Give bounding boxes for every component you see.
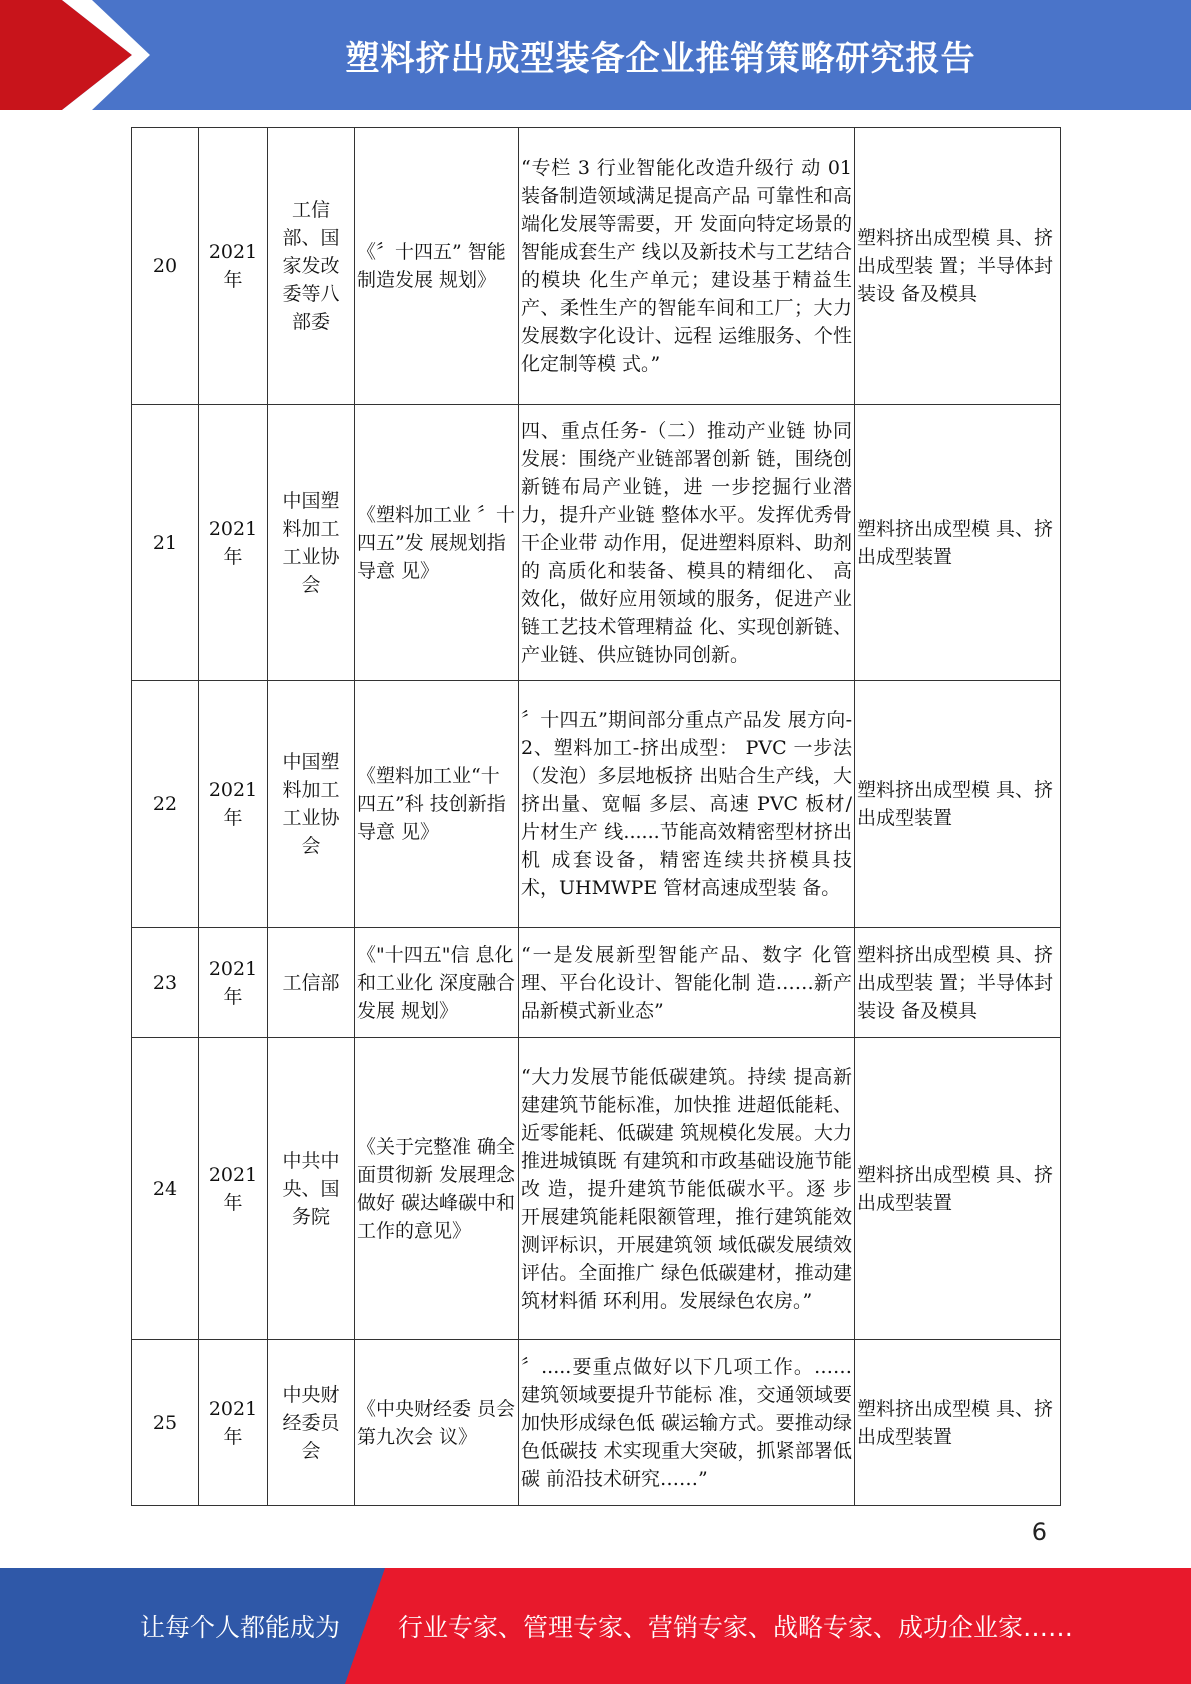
relevance-cell: 塑料挤出成型模 具、挤出成型装置 bbox=[855, 405, 1061, 681]
table-row bbox=[132, 681, 1061, 928]
issuer-cell: 中共中 央、国 务院 bbox=[268, 1038, 355, 1340]
year-cell: 2021 年 bbox=[199, 128, 268, 405]
row-number-cell: 25 bbox=[132, 1340, 199, 1506]
issuer-cell: 工信部 bbox=[268, 928, 355, 1038]
header-arrow-decoration bbox=[0, 0, 150, 110]
relevance-cell: 塑料挤出成型模 具、挤出成型装置 bbox=[855, 1038, 1061, 1340]
relevance-cell: 塑料挤出成型模 具、挤出成型装 置；半导体封装设 备及模具 bbox=[855, 128, 1061, 405]
content-cell: 〞.....要重点做好以下几项工作。……建筑领域要提升节能标 准，交通领域要加快形成绿色低 碳运输方式。要推动绿色低碳技 术实现重大突破，抓紧部署低碳 前沿技术研究……” bbox=[519, 1340, 855, 1506]
issuer-cell: 中国塑 料加工 工业协 会 bbox=[268, 681, 355, 928]
row-number-cell: 23 bbox=[132, 928, 199, 1038]
issuer-cell: 工信 部、国 家发改 委等八 部委 bbox=[268, 128, 355, 405]
document-cell: 《中央财经委 员会第九次会 议》 bbox=[355, 1340, 519, 1506]
report-title: 塑料挤出成型装备企业推销策略研究报告 bbox=[345, 38, 976, 79]
policy-table-body bbox=[132, 128, 1061, 1506]
table-row bbox=[132, 128, 1061, 405]
policy-table bbox=[131, 127, 1061, 1506]
issuer-cell: 中央财 经委员 会 bbox=[268, 1340, 355, 1506]
year-cell: 2021 年 bbox=[199, 681, 268, 928]
content-cell: “一是发展新型智能产品、数字 化管理、平台化设计、智能化制 造……新产品新模式新业态” bbox=[519, 928, 855, 1038]
content-cell: “大力发展节能低碳建筑。持续 提高新建建筑节能标准，加快推 进超低能耗、近零能耗、低碳建 筑规模化发展。大力推进城镇既 有建筑和市政基础设施节能改 造，提升建筑节能低碳水平。逐 步开展建筑能耗限额管理，推行建筑能效测评标识，开展建筑领 域低碳发展绩效评估。全面推广 绿色低碳建材，推动建筑材料循 环利用。发展绿色农房。” bbox=[519, 1038, 855, 1340]
relevance-cell: 塑料挤出成型模 具、挤出成型装置 bbox=[855, 681, 1061, 928]
content-cell: “专栏 3 行业智能化改造升级行 动 01 装备制造领域满足提高产品 可靠性和高端化发展等需要，开 发面向特定场景的智能成套生产 线以及新技术与工艺结合的模块 化生产单元；建设基于精益生 产、柔性生产的智能车间和工厂；大力发展数字化设计、远程 运维服务、个性化定制等模 式。” bbox=[519, 128, 855, 405]
page-number: 6 bbox=[1031, 1518, 1047, 1546]
relevance-cell: 塑料挤出成型模 具、挤出成型装 置；半导体封装设 备及模具 bbox=[855, 928, 1061, 1038]
footer-slogan-left: 让每个人都能成为 bbox=[140, 1613, 341, 1642]
row-number-cell: 22 bbox=[132, 681, 199, 928]
content-cell: 四、重点任务-（二）推动产业链 协同发展：围绕产业链部署创新 链，围绕创新链布局产业链，进 一步挖掘行业潜力，提升产业链 整体水平。发挥优秀骨干企业带 动作用，促进塑料原料、助剂的 高质化和装备、模具的精细化、 高效化，做好应用领域的服务，促进产业链工艺技术管理精益 化、实现创新链、产业链、供应链协同创新。 bbox=[519, 405, 855, 681]
page-header bbox=[0, 0, 1191, 110]
row-number-cell: 24 bbox=[132, 1038, 199, 1340]
year-cell: 2021 年 bbox=[199, 928, 268, 1038]
issuer-cell: 中国塑 料加工 工业协 会 bbox=[268, 405, 355, 681]
table-row bbox=[132, 1038, 1061, 1340]
table-row bbox=[132, 928, 1061, 1038]
row-number-cell: 21 bbox=[132, 405, 199, 681]
year-cell: 2021 年 bbox=[199, 1038, 268, 1340]
content-cell: 〞十四五”期间部分重点产品发 展方向-2、塑料加工-挤出成型： PVC 一步法（发泡）多层地板挤 出贴合生产线，大挤出量、宽幅 多层、高速 PVC 板材/片材生产 线......节能高效精密型材挤出机 成套设备，精密连续共挤模具技 术，UHMWPE 管材高速成型装 备。 bbox=[519, 681, 855, 928]
relevance-cell: 塑料挤出成型模 具、挤出成型装置 bbox=[855, 1340, 1061, 1506]
table-row bbox=[132, 1340, 1061, 1506]
footer-slogan-right: 行业专家、管理专家、营销专家、战略专家、成功企业家…… bbox=[398, 1613, 1074, 1642]
row-number-cell: 20 bbox=[132, 128, 199, 405]
page-footer bbox=[0, 1568, 1191, 1684]
document-cell: 《"十四五"信 息化和工业化 深度融合发展 规划》 bbox=[355, 928, 519, 1038]
document-cell: 《塑料加工业 〞十四五”发 展规划指导意 见》 bbox=[355, 405, 519, 681]
year-cell: 2021 年 bbox=[199, 1340, 268, 1506]
document-cell: 《关于完整准 确全面贯彻新 发展理念做好 碳达峰碳中和 工作的意见》 bbox=[355, 1038, 519, 1340]
document-cell: 《〞十四五” 智能制造发展 规划》 bbox=[355, 128, 519, 405]
document-cell: 《塑料加工业“十四五”科 技创新指导意 见》 bbox=[355, 681, 519, 928]
year-cell: 2021 年 bbox=[199, 405, 268, 681]
table-row bbox=[132, 405, 1061, 681]
